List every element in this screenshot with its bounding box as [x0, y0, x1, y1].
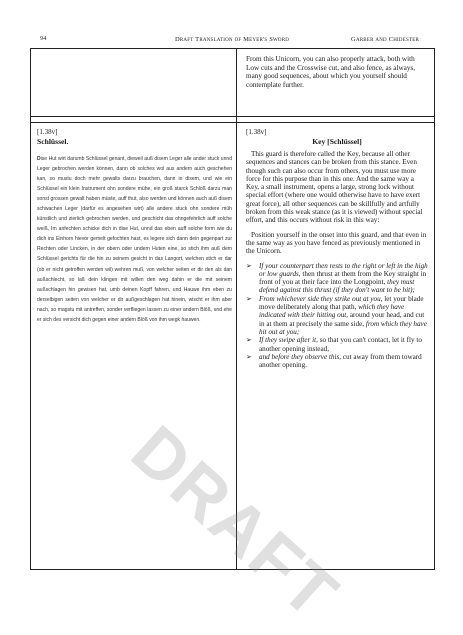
translation-table	[30, 48, 435, 570]
running-title: Draft Translation of Meyer's Sword	[175, 36, 290, 43]
german-text	[37, 154, 232, 325]
draft-watermark: DRAFT	[117, 410, 354, 635]
folio-ref-left: [1.38v]	[37, 128, 58, 136]
arrow-bullet-icon: ➢	[246, 261, 252, 270]
german-body: ise Hut wirt darumb Schlüssel genant, dieweil auß disem Leger alle ander stuck unnd Leger gebrochen werden können, dann ob solches wol aus andern auch geschehen kan, so mustu doch mehr gewalts darzu brauchen, dann in disem, und wie ein Schlüssel ein klein Instrument ohn sondere mühe, ein groß starck Schloß darzu man sonst grossen gewalt haben müste, auff thut, also werden und können auch auß disem schwachen Leger (darfür es angesehen wirt) alle andere stuck ohn sondere müh künstlich und zierlich gebrochen werden, und geschicht das ohngefehrlich auff solche weiß, Im anfechten schicke dich in dise Hut, unnd das eben auff solche form wie du dich ins Einhorn hievor gemelt gefochten hast, es legere sich dann dein gegenpart zur Rechten oder Lincken, in der obern oder undern Huten eine, so stich ihm auß dem Schlüssel gerichts für die hin zu seinem gesicht in das Langort, welchen stich er dar (ob er nicht getroffen werden wil) wehren muß, von welcher seiten er dir den als dan außschlecht, so laß dein klingen mit willen den weg dahin er die mit seinem außschlagen hin gewisen hat, umb deinen Kopff fahren, und Hauwe ihm eben zu derselbigen seiten von welcher er dir außgeschlagen hat hinein, wischt er ihm aber nach, so magstu mit antreffen, sonder verfliegen lassen zu einer andern Blöß, und ehe er sich des versicht dich gegen einer andern Blöß von ihm wegk hauwen.	[37, 156, 232, 323]
english-heading: Key [Schlüssel]	[312, 137, 362, 146]
german-heading: Schlüssel.	[37, 137, 69, 146]
arrow-bullet-icon: ➢	[246, 336, 252, 345]
folio-ref-right: [1.38v]	[246, 128, 267, 136]
unicorn-continuation-text: From this Unicorn, you can also properly attack, both with Low cuts and the Crosswise cut, and also fence, as always, many good sequences, about which you yourself should contemplate further.	[246, 55, 416, 89]
list-item: ➢ If they swipe after it, so that you can't contact, let it fly to another opening instead,	[246, 336, 422, 353]
english-paragraph-2: Position yourself in the onset into this guard, and that even in the same way as you have fenced as previously mentioned in the Unicorn.	[246, 230, 427, 256]
german-column	[31, 123, 237, 570]
technique-list	[246, 262, 428, 370]
list-item: ➢ If your counterpart then rests to the right or left in the high or low guards, then thrust at them from the Key straight in front of you at their face into the Longpoint, they must defend against this thrust (if they don't want to be hit);	[246, 261, 428, 295]
running-authors: Garber and Chidester	[351, 36, 419, 43]
arrow-bullet-icon: ➢	[246, 294, 252, 303]
drop-cap: D	[37, 156, 41, 162]
table-row	[31, 49, 435, 117]
table-row	[31, 123, 435, 570]
english-column	[237, 123, 435, 570]
list-item: ➢ and before they observe this, cut away from them toward another opening.	[246, 352, 422, 370]
right-cell-continuation	[237, 49, 435, 117]
list-item: ➢ From whichever side they strike out at you, let your blade move deliberately along that path, which they have indicated with their hitting out, around your head, and cut in at them at precisely the same side, from which they have hit out at you;	[246, 294, 427, 336]
english-paragraph-1: This guard is therefore called the Key, because all other sequences and stances can be broken from this stance. Even though such can also occur from others, you must use more force for this purpose than in this one. And the same way a Key, a small instrument, opens a large, strong lock without special effort (where one would otherwise have to have exert great force), all other sequences can be skillfully and artfully broken from this weak stance (as it is viewed) without special effort, and this occurs without risk in this way:	[246, 150, 423, 225]
page-number: 94	[40, 36, 47, 42]
arrow-bullet-icon: ➢	[246, 352, 252, 361]
left-cell-empty	[31, 49, 237, 117]
